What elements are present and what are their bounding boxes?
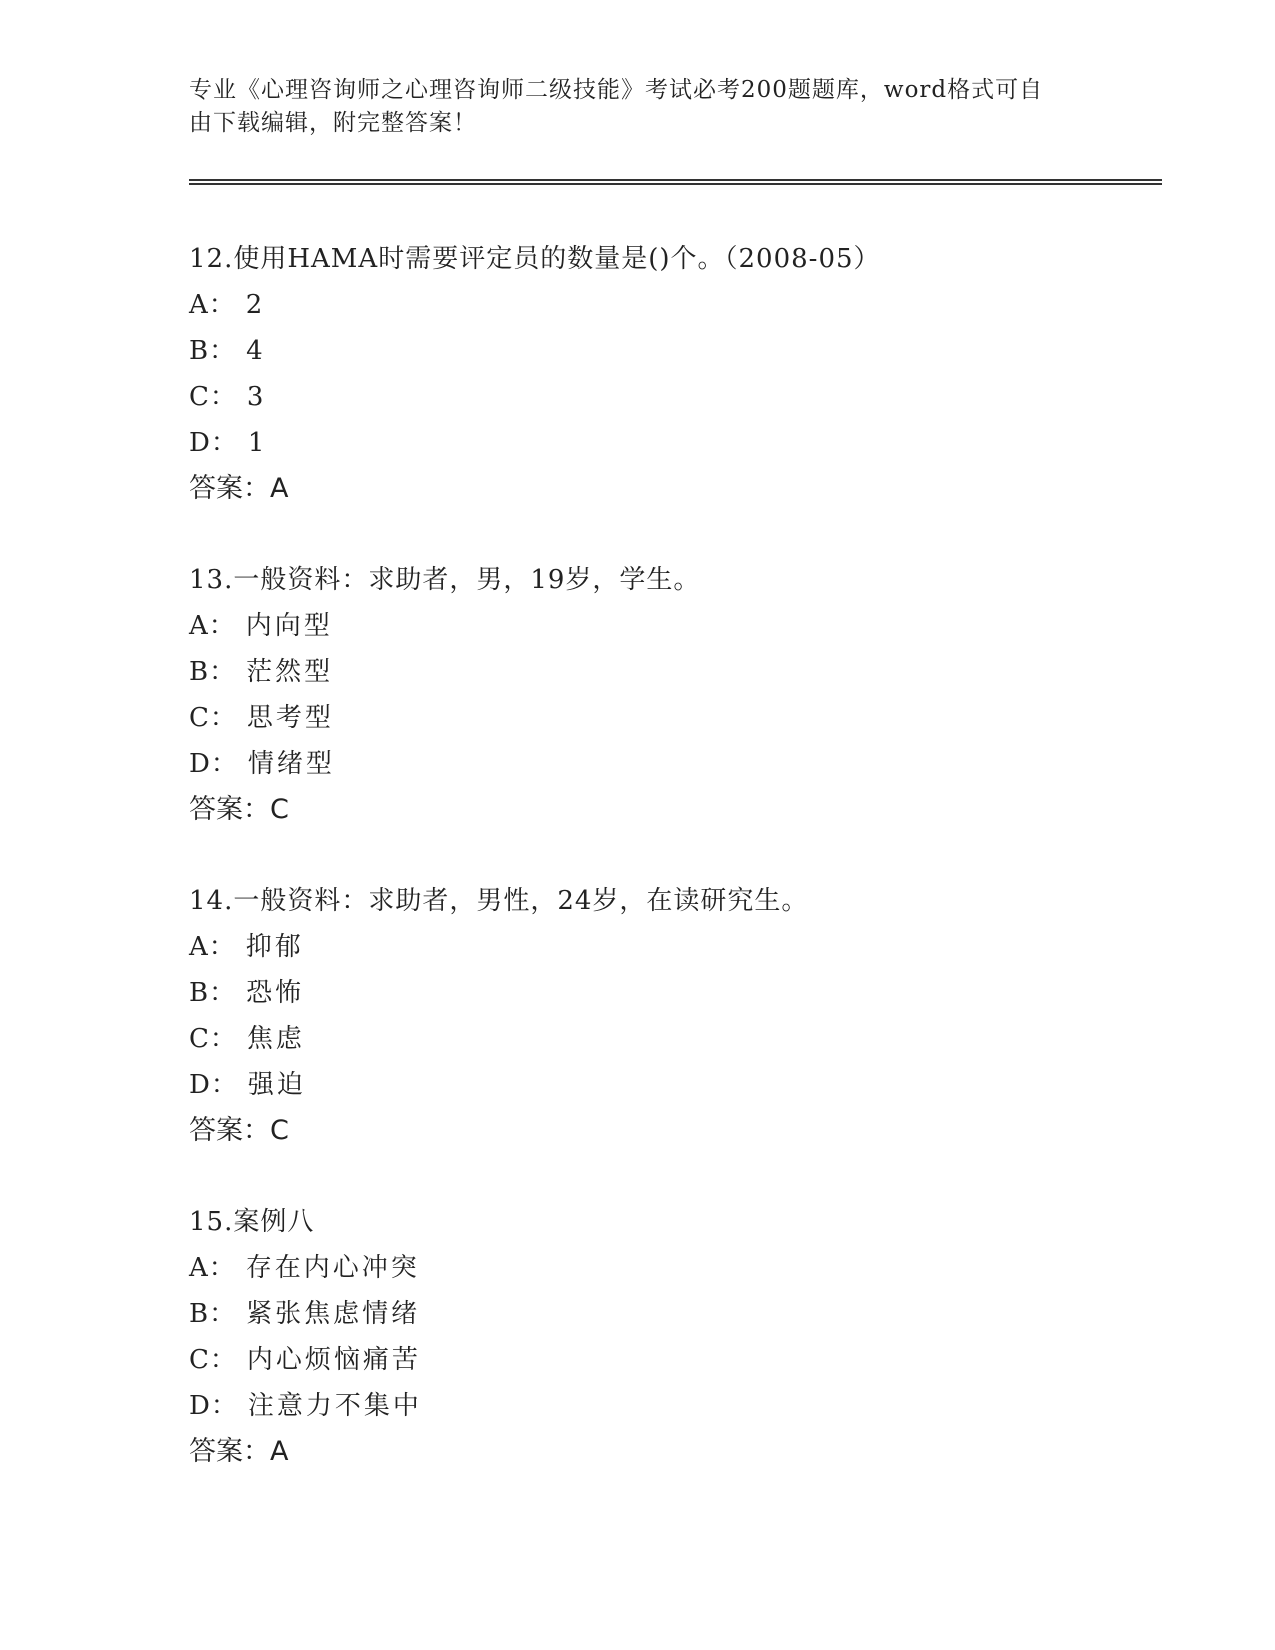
option-c bbox=[189, 1016, 1162, 1062]
option-text: 思考型 bbox=[246, 703, 334, 733]
answer-value: C bbox=[270, 794, 289, 825]
option-key: A： bbox=[189, 1253, 236, 1283]
option-d bbox=[189, 1062, 1162, 1108]
option-d bbox=[189, 1383, 1162, 1429]
option-text: 内心烦恼痛苦 bbox=[246, 1345, 421, 1375]
option-key: A： bbox=[189, 611, 236, 641]
option-a bbox=[189, 1245, 1162, 1291]
answer-line bbox=[189, 466, 1162, 512]
option-text: 恐怖 bbox=[246, 978, 305, 1008]
header-divider-top bbox=[189, 179, 1162, 181]
answer-value: C bbox=[270, 1115, 289, 1146]
option-text: 存在内心冲突 bbox=[245, 1253, 420, 1283]
option-b bbox=[189, 970, 1162, 1016]
option-key: D： bbox=[189, 428, 238, 458]
option-text: 注意力不集中 bbox=[247, 1391, 422, 1421]
option-text: 茫然型 bbox=[246, 657, 334, 687]
header-line-2: 由下载编辑，附完整答案！ bbox=[189, 110, 477, 136]
option-key: B： bbox=[189, 1299, 237, 1329]
option-key: C： bbox=[189, 703, 237, 733]
option-text: 焦虑 bbox=[246, 1024, 305, 1054]
option-key: A： bbox=[189, 932, 236, 962]
answer-line bbox=[189, 1429, 1162, 1475]
option-a bbox=[189, 603, 1162, 649]
option-key: B： bbox=[189, 978, 237, 1008]
option-text: 内向型 bbox=[245, 611, 333, 641]
option-a bbox=[189, 924, 1162, 970]
question-12 bbox=[189, 236, 1162, 512]
option-key: C： bbox=[189, 382, 237, 412]
answer-prefix: 答案： bbox=[189, 794, 270, 825]
question-14 bbox=[189, 878, 1162, 1154]
option-text: 抑郁 bbox=[245, 932, 304, 962]
option-key: D： bbox=[189, 1391, 238, 1421]
option-text: 2 bbox=[245, 290, 266, 320]
option-key: A： bbox=[189, 290, 236, 320]
option-b bbox=[189, 328, 1162, 374]
question-stem: 13.一般资料：求助者，男，19岁，学生。 bbox=[189, 565, 701, 595]
question-list bbox=[189, 236, 1162, 1520]
option-key: D： bbox=[189, 1070, 238, 1100]
option-c bbox=[189, 1337, 1162, 1383]
option-a bbox=[189, 282, 1162, 328]
option-key: B： bbox=[189, 657, 237, 687]
option-c bbox=[189, 374, 1162, 420]
answer-line bbox=[189, 787, 1162, 833]
document-header bbox=[189, 74, 1069, 140]
option-c bbox=[189, 695, 1162, 741]
answer-value: A bbox=[270, 473, 289, 504]
option-text: 1 bbox=[247, 428, 268, 458]
answer-prefix: 答案： bbox=[189, 1436, 270, 1467]
option-text: 情绪型 bbox=[247, 749, 335, 779]
option-text: 3 bbox=[246, 382, 267, 412]
question-stem: 15.案例八 bbox=[189, 1207, 315, 1237]
option-key: B： bbox=[189, 336, 237, 366]
option-key: C： bbox=[189, 1024, 237, 1054]
answer-prefix: 答案： bbox=[189, 473, 270, 504]
question-15 bbox=[189, 1199, 1162, 1475]
option-text: 4 bbox=[246, 336, 266, 366]
option-text: 紧张焦虑情绪 bbox=[246, 1299, 421, 1329]
answer-value: A bbox=[270, 1436, 289, 1467]
header-line-1: 专业《心理咨询师之心理咨询师二级技能》考试必考200题题库，word格式可自 bbox=[189, 77, 1044, 103]
option-text: 强迫 bbox=[247, 1070, 306, 1100]
option-key: C： bbox=[189, 1345, 237, 1375]
option-d bbox=[189, 741, 1162, 787]
question-13 bbox=[189, 557, 1162, 833]
option-d bbox=[189, 420, 1162, 466]
question-stem: 12.使用HAMA时需要评定员的数量是()个。（2008-05） bbox=[189, 244, 881, 274]
option-b bbox=[189, 649, 1162, 695]
answer-prefix: 答案： bbox=[189, 1115, 270, 1146]
question-stem: 14.一般资料：求助者，男性，24岁，在读研究生。 bbox=[189, 886, 809, 916]
option-key: D： bbox=[189, 749, 238, 779]
option-b bbox=[189, 1291, 1162, 1337]
header-divider-bottom bbox=[189, 183, 1162, 185]
answer-line bbox=[189, 1108, 1162, 1154]
